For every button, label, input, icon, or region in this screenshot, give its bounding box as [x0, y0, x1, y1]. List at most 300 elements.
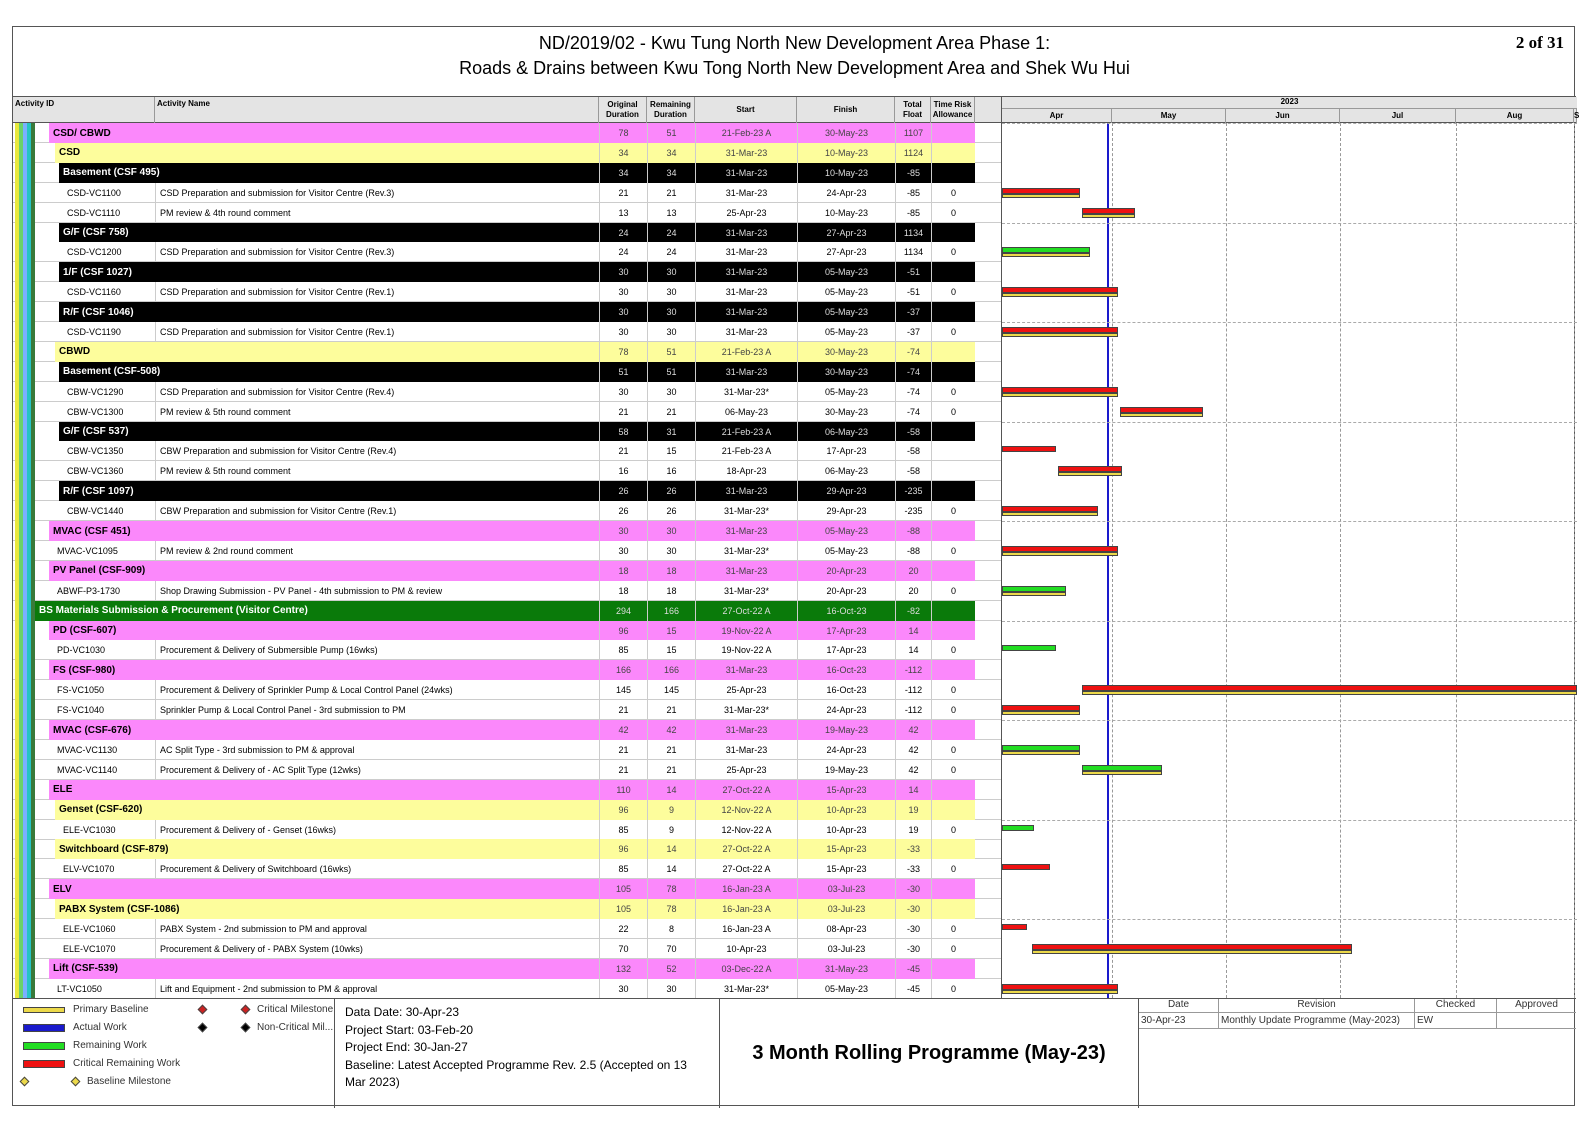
wbs-summary-row[interactable]	[13, 720, 1001, 740]
critical-remaining-bar[interactable]	[1058, 466, 1122, 475]
wbs-summary-row[interactable]	[13, 839, 1001, 859]
cell-tf: -37	[895, 322, 931, 342]
project-end: Project End: 30-Jan-27	[345, 1040, 468, 1054]
table-row[interactable]	[13, 700, 1001, 720]
cell-rd: 30	[647, 979, 695, 998]
legend-critical-milestone	[199, 1004, 333, 1015]
cell-finish: 06-May-23	[797, 461, 895, 481]
activity-name-cell: Sprinkler Pump & Local Control Panel - 3rd submission to PM	[155, 700, 599, 720]
wbs-summary-row[interactable]	[13, 621, 1001, 641]
baseline-bar	[1032, 950, 1352, 954]
cell-start: 21-Feb-23 A	[695, 422, 797, 442]
baseline-milestone-icon	[20, 1077, 30, 1087]
legend	[13, 999, 335, 1108]
cell-rd: 30	[647, 382, 695, 402]
critical-remaining-bar[interactable]	[1082, 208, 1135, 217]
wbs-summary-row[interactable]	[13, 959, 1001, 979]
cell-start: 21-Feb-23 A	[695, 342, 797, 362]
row-gridline	[1002, 521, 1577, 522]
cell-finish: 16-Oct-23	[797, 601, 895, 621]
rev-description: Monthly Update Programme (May-2023)	[1219, 1013, 1415, 1029]
critical-remaining-bar[interactable]	[1082, 685, 1577, 694]
activity-id-cell: CSD-VC1160	[67, 287, 121, 298]
baseline-bar	[1058, 472, 1122, 476]
cell-start: 31-Mar-23	[695, 481, 797, 501]
baseline-bar	[1082, 771, 1162, 775]
activity-id-cell: LT-VC1050	[57, 983, 102, 994]
remaining-work-swatch	[23, 1042, 65, 1050]
cell-tra	[931, 461, 975, 481]
data-date: Data Date: 30-Apr-23	[345, 1005, 460, 1019]
baseline-bar	[1002, 990, 1118, 994]
cell-start: 31-Mar-23	[695, 740, 797, 760]
col-activity-name[interactable]: Activity Name	[155, 97, 599, 123]
cell-od: 21	[599, 700, 647, 720]
cell-od: 30	[599, 382, 647, 402]
cell-od: 34	[599, 163, 647, 183]
cell-start: 31-Mar-23	[695, 302, 797, 322]
activity-id-cell: MVAC-VC1140	[57, 764, 118, 775]
cell-rd: 21	[647, 740, 695, 760]
cell-tf: -45	[895, 979, 931, 998]
activity-name-cell: PM review & 5th round comment	[155, 461, 599, 481]
cell-finish: 19-May-23	[797, 720, 895, 740]
timescale-month: S	[1574, 109, 1577, 123]
remaining-work-bar[interactable]	[1002, 745, 1080, 754]
activity-id-cell: CSD-VC1110	[67, 207, 121, 218]
legend-actual-work	[23, 1022, 127, 1033]
cell-od: 132	[599, 959, 647, 979]
wbs-summary-row[interactable]	[13, 780, 1001, 800]
cell-finish: 27-Apr-23	[797, 242, 895, 262]
table-row[interactable]	[13, 322, 1001, 342]
wbs-summary-row[interactable]	[13, 302, 1001, 322]
cell-od: 26	[599, 481, 647, 501]
col-start[interactable]: Start	[695, 97, 797, 123]
table-row[interactable]	[13, 581, 1001, 601]
table-row[interactable]	[13, 501, 1001, 521]
wbs-summary-row[interactable]	[13, 899, 1001, 919]
gantt-chart[interactable]	[1001, 97, 1580, 998]
cell-start: 31-Mar-23	[695, 223, 797, 243]
activity-name-cell: CBW Preparation and submission for Visitor Centre (Rev.4)	[155, 441, 599, 461]
baseline-bar	[1120, 413, 1203, 417]
activity-id-cell: ELV-VC1070	[63, 864, 115, 875]
cell-tra	[931, 123, 975, 143]
cell-tra	[931, 163, 975, 183]
cell-od: 105	[599, 899, 647, 919]
wbs-summary-row[interactable]	[13, 660, 1001, 680]
cell-start: 16-Jan-23 A	[695, 879, 797, 899]
wbs-name: MVAC (CSF 451)	[53, 525, 131, 537]
cell-finish: 10-May-23	[797, 163, 895, 183]
cell-rd: 30	[647, 282, 695, 302]
table-row[interactable]	[13, 382, 1001, 402]
baseline-bar	[1002, 333, 1118, 337]
table-row[interactable]	[13, 979, 1001, 998]
table-row[interactable]	[13, 760, 1001, 780]
cell-start: 31-Mar-23	[695, 561, 797, 581]
table-row[interactable]	[13, 242, 1001, 262]
activity-name-cell: Procurement & Delivery of Switchboard (16wks)	[155, 859, 599, 879]
cell-start: 16-Jan-23 A	[695, 899, 797, 919]
row-gridline	[1002, 322, 1577, 323]
critical-remaining-bar[interactable]	[1002, 446, 1056, 455]
table-row[interactable]	[13, 461, 1001, 481]
cell-tra: 0	[931, 820, 975, 840]
cell-tra: 0	[931, 581, 975, 601]
cell-start: 25-Apr-23	[695, 203, 797, 223]
wbs-summary-row[interactable]	[13, 123, 1001, 143]
baseline-bar	[1002, 393, 1118, 397]
cell-rd: 16	[647, 461, 695, 481]
cell-tra: 0	[931, 541, 975, 561]
cell-od: 30	[599, 262, 647, 282]
cell-tra	[931, 959, 975, 979]
cell-tra	[931, 262, 975, 282]
timescale-month: Aug	[1456, 109, 1574, 123]
month-gridline	[1574, 123, 1575, 998]
col-finish[interactable]: Finish	[797, 97, 895, 123]
table-row[interactable]	[13, 541, 1001, 561]
cell-od: 85	[599, 640, 647, 660]
cell-start: 25-Apr-23	[695, 760, 797, 780]
row-gridline	[1002, 123, 1577, 124]
cell-tf: -82	[895, 601, 931, 621]
cell-finish: 30-May-23	[797, 362, 895, 382]
cell-od: 42	[599, 720, 647, 740]
cell-od: 13	[599, 203, 647, 223]
cell-od: 30	[599, 322, 647, 342]
legend-label: Critical Milestone	[257, 1004, 334, 1015]
cell-finish: 15-Apr-23	[797, 780, 895, 800]
row-gridline	[1002, 621, 1577, 622]
critical-remaining-bar[interactable]	[1002, 506, 1098, 515]
activity-id-cell: CBW-VC1290	[67, 386, 124, 397]
table-row[interactable]	[13, 919, 1001, 939]
cell-tra: 0	[931, 382, 975, 402]
cell-tf: -30	[895, 899, 931, 919]
wbs-name: ELV	[53, 883, 72, 895]
month-gridline	[1340, 123, 1341, 998]
cell-rd: 34	[647, 143, 695, 163]
cell-tra: 0	[931, 402, 975, 422]
wbs-summary-row[interactable]	[13, 223, 1001, 243]
activity-id-cell: ELE-VC1030	[63, 824, 116, 835]
bar-fill	[1002, 825, 1034, 831]
noncritical-milestone-icon	[198, 1023, 208, 1033]
cell-start: 31-Mar-23	[695, 362, 797, 382]
cell-finish: 05-May-23	[797, 322, 895, 342]
activity-name-cell: Procurement & Delivery of - PABX System (10wks)	[155, 939, 599, 959]
wbs-summary-row[interactable]	[13, 481, 1001, 501]
timescale-month: May	[1112, 109, 1226, 123]
cell-od: 21	[599, 183, 647, 203]
cell-od: 294	[599, 601, 647, 621]
cell-finish: 24-Apr-23	[797, 700, 895, 720]
data-date-line	[1107, 123, 1109, 998]
cell-rd: 26	[647, 481, 695, 501]
activity-name-cell: PM review & 4th round comment	[155, 203, 599, 223]
project-start: Project Start: 03-Feb-20	[345, 1022, 474, 1037]
wbs-name: PABX System (CSF-1086)	[59, 903, 180, 915]
activity-id-cell: ELE-VC1060	[63, 924, 116, 934]
cell-od: 21	[599, 402, 647, 422]
cell-tra	[931, 302, 975, 322]
critical-remaining-bar[interactable]	[1002, 864, 1050, 873]
col-activity-id[interactable]: Activity ID	[13, 97, 155, 123]
wbs-summary-row[interactable]	[13, 163, 1001, 183]
cell-tf: -235	[895, 501, 931, 521]
critical-remaining-bar[interactable]	[1002, 705, 1080, 714]
row-gridline	[1002, 720, 1577, 721]
cell-start: 31-Mar-23	[695, 143, 797, 163]
cell-od: 51	[599, 362, 647, 382]
cell-tra: 0	[931, 640, 975, 660]
wbs-name: R/F (CSF 1046)	[63, 306, 134, 318]
wbs-level-stripes	[13, 123, 49, 998]
cell-tra	[931, 561, 975, 581]
cell-finish: 15-Apr-23	[797, 859, 895, 879]
timescale-year: 2023	[1002, 97, 1577, 109]
cell-od: 24	[599, 242, 647, 262]
wbs-summary-row[interactable]	[13, 521, 1001, 541]
cell-finish: 17-Apr-23	[797, 621, 895, 641]
activity-id-cell: MVAC-VC1130	[57, 744, 118, 755]
cell-od: 30	[599, 979, 647, 998]
cell-finish: 16-Oct-23	[797, 660, 895, 680]
wbs-summary-row[interactable]	[13, 561, 1001, 581]
remaining-work-bar[interactable]	[1082, 765, 1162, 774]
cell-start: 31-Mar-23*	[695, 979, 797, 998]
wbs-summary-row[interactable]	[13, 800, 1001, 820]
cell-tf: -74	[895, 402, 931, 422]
cell-finish: 24-Apr-23	[797, 740, 895, 760]
cell-tra: 0	[931, 939, 975, 959]
cell-tf: -30	[895, 919, 931, 939]
cell-start: 31-Mar-23	[695, 660, 797, 680]
cell-start: 31-Mar-23	[695, 282, 797, 302]
cell-tf: 14	[895, 780, 931, 800]
baseline-bar	[1002, 711, 1080, 715]
cell-tra	[931, 800, 975, 820]
critical-remaining-bar[interactable]	[1002, 984, 1118, 993]
wbs-summary-row[interactable]	[13, 879, 1001, 899]
cell-od: 24	[599, 223, 647, 243]
cell-start: 18-Apr-23	[695, 461, 797, 481]
cell-rd: 145	[647, 680, 695, 700]
activity-id-cell: CSD-VC1200	[67, 247, 122, 258]
legend-label: Remaining Work	[73, 1040, 147, 1051]
activity-name-cell: PM review & 5th round comment	[155, 402, 599, 422]
table-row[interactable]	[13, 183, 1001, 203]
cell-tra	[931, 839, 975, 859]
rev-header-date: Date	[1139, 999, 1219, 1013]
cell-finish: 17-Apr-23	[797, 640, 895, 660]
legend-baseline-milestone	[21, 1076, 171, 1087]
cell-od: 145	[599, 680, 647, 700]
wbs-name: Lift (CSF-539)	[53, 963, 118, 975]
cell-rd: 14	[647, 839, 695, 859]
table-row[interactable]	[13, 640, 1001, 660]
cell-tra: 0	[931, 859, 975, 879]
cell-rd: 14	[647, 859, 695, 879]
cell-start: 21-Feb-23 A	[695, 441, 797, 461]
cell-tf: -112	[895, 700, 931, 720]
table-row[interactable]	[13, 203, 1001, 223]
page-frame	[12, 26, 1580, 1106]
cell-tra: 0	[931, 501, 975, 521]
table-row[interactable]	[13, 402, 1001, 422]
timescale-header	[1002, 97, 1580, 123]
remaining-work-bar[interactable]	[1002, 586, 1066, 595]
cell-rd: 31	[647, 422, 695, 442]
baseline-bar	[1002, 194, 1080, 198]
critical-work-swatch	[23, 1060, 65, 1068]
cell-tra	[931, 780, 975, 800]
cell-rd: 78	[647, 899, 695, 919]
wbs-name: 1/F (CSF 1027)	[63, 266, 132, 278]
critical-remaining-bar[interactable]	[1002, 188, 1080, 197]
wbs-summary-row[interactable]	[13, 342, 1001, 362]
critical-remaining-bar[interactable]	[1032, 944, 1352, 953]
cell-finish: 15-Apr-23	[797, 839, 895, 859]
cell-finish: 16-Oct-23	[797, 680, 895, 700]
wbs-summary-row[interactable]	[13, 422, 1001, 442]
legend-critical-remaining-work	[23, 1058, 180, 1069]
activity-id-cell: CBW-VC1350	[67, 446, 124, 457]
cell-od: 30	[599, 521, 647, 541]
rev-header-revision: Revision	[1219, 999, 1415, 1013]
cell-rd: 21	[647, 402, 695, 422]
cell-start: 10-Apr-23	[695, 939, 797, 959]
cell-rd: 21	[647, 700, 695, 720]
critical-remaining-bar[interactable]	[1002, 924, 1027, 933]
critical-remaining-bar[interactable]	[1002, 387, 1118, 396]
critical-remaining-bar[interactable]	[1002, 287, 1118, 296]
critical-remaining-bar[interactable]	[1002, 546, 1118, 555]
wbs-name: MVAC (CSF-676)	[53, 724, 132, 736]
wbs-summary-row[interactable]	[13, 601, 1001, 621]
cell-tra: 0	[931, 740, 975, 760]
cell-tf: 42	[895, 760, 931, 780]
remaining-work-bar[interactable]	[1002, 825, 1034, 834]
cell-od: 78	[599, 123, 647, 143]
cell-finish: 24-Apr-23	[797, 183, 895, 203]
col-total-float[interactable]: Total Float	[895, 97, 931, 123]
cell-tra	[931, 601, 975, 621]
gantt-body[interactable]	[1002, 123, 1577, 998]
cell-start: 31-Mar-23	[695, 163, 797, 183]
cell-tra	[931, 899, 975, 919]
cell-rd: 52	[647, 959, 695, 979]
cell-tra: 0	[931, 322, 975, 342]
wbs-name: ELE	[53, 784, 73, 796]
cell-finish: 03-Jul-23	[797, 939, 895, 959]
wbs-summary-row[interactable]	[13, 362, 1001, 382]
cell-od: 105	[599, 879, 647, 899]
cell-rd: 30	[647, 521, 695, 541]
cell-finish: 05-May-23	[797, 979, 895, 998]
wbs-name: G/F (CSF 758)	[63, 227, 129, 238]
cell-tf: -85	[895, 203, 931, 223]
cell-tf: -33	[895, 839, 931, 859]
cell-tf: -58	[895, 441, 931, 461]
cell-tf: 14	[895, 621, 931, 641]
legend-label: Primary Baseline	[73, 1004, 149, 1015]
cell-finish: 17-Apr-23	[797, 441, 895, 461]
cell-rd: 70	[647, 939, 695, 959]
col-time-risk-allowance[interactable]: Time Risk Allowance	[931, 97, 975, 123]
cell-tf: 42	[895, 720, 931, 740]
activity-name-cell: CSD Preparation and submission for Visitor Centre (Rev.1)	[155, 282, 599, 302]
wbs-summary-row[interactable]	[13, 143, 1001, 163]
cell-rd: 30	[647, 262, 695, 282]
cell-tra	[931, 481, 975, 501]
cell-tf: 20	[895, 581, 931, 601]
cell-finish: 20-Apr-23	[797, 581, 895, 601]
wbs-summary-row[interactable]	[13, 262, 1001, 282]
activity-name-cell: PM review & 2nd round comment	[155, 541, 599, 561]
actual-work-swatch	[23, 1024, 65, 1032]
table-row[interactable]	[13, 680, 1001, 700]
cell-finish: 30-May-23	[797, 123, 895, 143]
cell-tra	[931, 660, 975, 680]
col-original-duration[interactable]: Original Duration	[599, 97, 647, 123]
table-row[interactable]	[13, 740, 1001, 760]
table-row[interactable]	[13, 939, 1001, 959]
activity-id-cell: FS-VC1050	[57, 685, 105, 696]
cell-rd: 30	[647, 322, 695, 342]
cell-tra: 0	[931, 203, 975, 223]
remaining-work-bar[interactable]	[1002, 247, 1090, 256]
critical-remaining-bar[interactable]	[1002, 327, 1118, 336]
activity-name-cell: Procurement & Delivery of Sprinkler Pump & Local Control Panel (24wks)	[155, 680, 599, 700]
cell-finish: 10-Apr-23	[797, 820, 895, 840]
cell-tf: 1124	[895, 143, 931, 163]
row-gridline	[1002, 820, 1577, 821]
cell-finish: 08-Apr-23	[797, 919, 895, 939]
table-row[interactable]	[13, 441, 1001, 461]
cell-rd: 34	[647, 163, 695, 183]
timescale-month: Apr	[1002, 109, 1112, 123]
cell-finish: 03-Jul-23	[797, 899, 895, 919]
cell-finish: 31-May-23	[797, 959, 895, 979]
cell-tra: 0	[931, 979, 975, 998]
cell-od: 34	[599, 143, 647, 163]
cell-finish: 10-Apr-23	[797, 800, 895, 820]
cell-tf: 20	[895, 561, 931, 581]
wbs-name: FS (CSF-980)	[53, 664, 116, 676]
table-row[interactable]	[13, 820, 1001, 840]
cell-tf: -37	[895, 302, 931, 322]
cell-rd: 51	[647, 362, 695, 382]
rev-approved	[1497, 1013, 1576, 1029]
cell-start: 31-Mar-23	[695, 521, 797, 541]
cell-start: 27-Oct-22 A	[695, 839, 797, 859]
table-row[interactable]	[13, 859, 1001, 879]
cell-tra	[931, 441, 975, 461]
cell-finish: 20-Apr-23	[797, 561, 895, 581]
month-gridline	[1456, 123, 1457, 998]
col-remaining-duration[interactable]: Remaining Duration	[647, 97, 695, 123]
cell-start: 31-Mar-23	[695, 183, 797, 203]
cell-rd: 166	[647, 601, 695, 621]
remaining-work-bar[interactable]	[1002, 645, 1056, 654]
cell-tf: -235	[895, 481, 931, 501]
critical-remaining-bar[interactable]	[1120, 407, 1203, 416]
table-row[interactable]	[13, 282, 1001, 302]
